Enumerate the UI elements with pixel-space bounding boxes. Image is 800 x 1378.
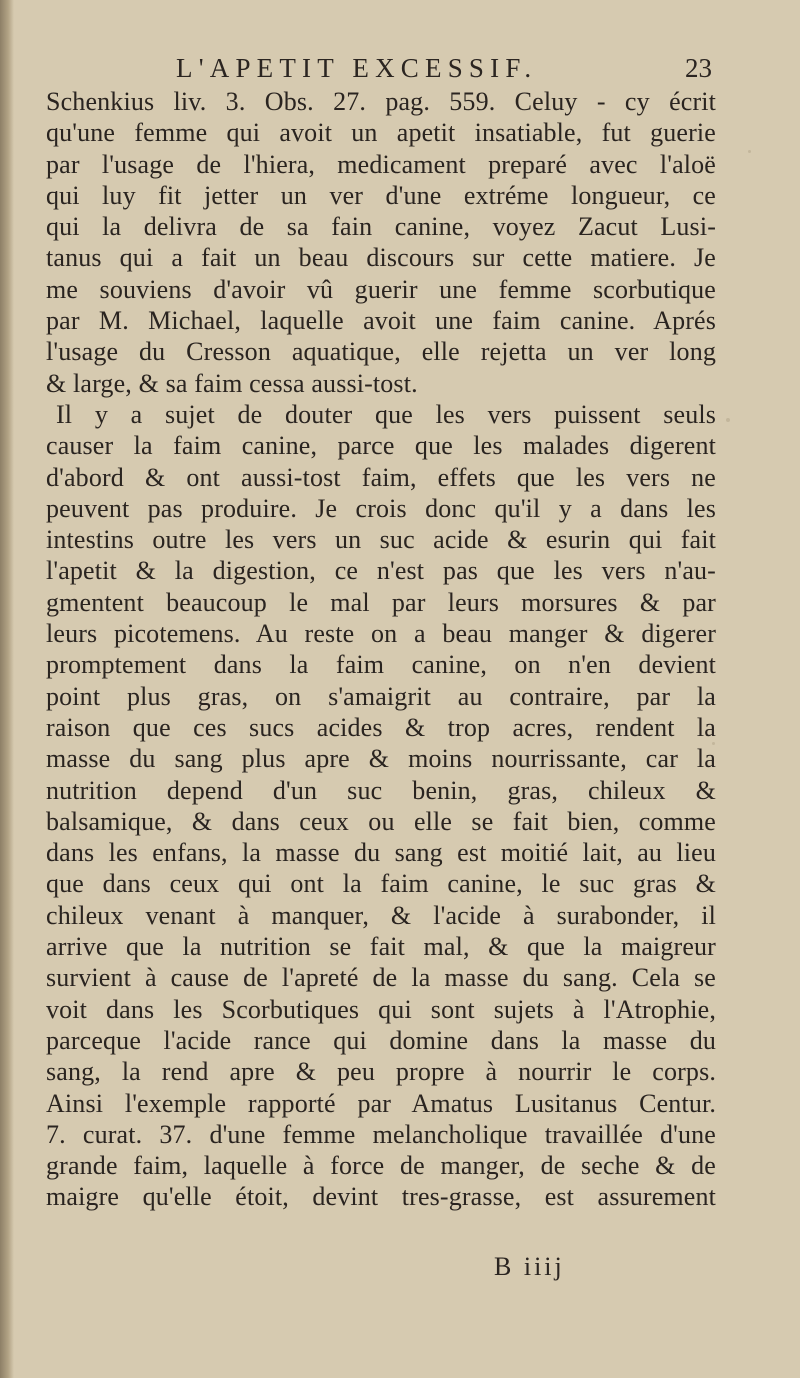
paper-speck [726, 418, 730, 422]
text-line: sang, la rend apre & peu propre à nourrir le corps. [46, 1057, 716, 1087]
text-line: survient à cause de l'apreté de la masse du sang. Cela se [46, 963, 716, 993]
text-line: balsamique, & dans ceux ou elle se fait bien, comme [46, 806, 716, 836]
page-header [176, 48, 736, 88]
text-line: 7. curat. 37. d'une femme melancholique travaillée d'une [46, 1119, 716, 1149]
text-line: nutrition depend d'un suc benin, gras, chileux & [46, 775, 716, 805]
text-line: grande faim, laquelle à force de manger, de seche & de [46, 1151, 716, 1181]
signature-mark: B iiij [494, 1252, 565, 1281]
text-line: promptement dans la faim canine, on n'en devient [46, 650, 716, 680]
text-line: arrive que la nutrition se fait mal, & que la maigreur [46, 932, 716, 962]
text-line: point plus gras, on s'amaigrit au contraire, par la [46, 681, 716, 711]
text-line: chileux venant à manquer, & l'acide à surabonder, il [46, 900, 716, 930]
text-line: par M. Michael, laquelle avoit une faim canine. Aprés [46, 306, 716, 336]
text-line: gmentent beaucoup le mal par leurs morsures & par [46, 587, 716, 617]
text-line: leurs picotemens. Au reste on a beau manger & digerer [46, 619, 716, 649]
text-line: que dans ceux qui ont la faim canine, le suc gras & [46, 869, 716, 899]
text-line: masse du sang plus apre & moins nourrissante, car la [46, 744, 716, 774]
text-line: raison que ces sucs acides & trop acres, rendent la [46, 712, 716, 742]
text-line: par l'usage de l'hiera, medicament preparé avec l'aloë [46, 149, 716, 179]
text-line: voit dans les Scorbutiques qui sont sujets à l'Atrophie, [46, 994, 716, 1024]
text-line: d'abord & ont aussi-tost faim, effets que les vers ne [46, 462, 716, 492]
text-line: me souviens d'avoir vû guerir une femme scorbutique [46, 274, 716, 304]
text-line: parceque l'acide rance qui domine dans la masse du [46, 1025, 716, 1055]
text-line: Il y a sujet de douter que les vers puissent seuls [56, 399, 716, 429]
text-line: tanus qui a fait un beau discours sur cette matiere. Je [46, 243, 716, 273]
text-line: & large, & sa faim cessa aussi-tost. [46, 368, 418, 398]
running-title: L'APETIT EXCESSIF. [176, 53, 538, 83]
page-gutter-shadow [0, 0, 14, 1378]
text-line: qu'une femme qui avoit un apetit insatiable, fut guerie [46, 118, 716, 148]
text-line: Ainsi l'exemple rapporté par Amatus Lusitanus Centur. [46, 1088, 716, 1118]
text-line: qui luy fit jetter un ver d'une extréme longueur, ce [46, 180, 716, 210]
text-line: l'usage du Cresson aquatique, elle rejetta un ver long [46, 337, 716, 367]
page-body-text [46, 86, 716, 1213]
text-line: qui la delivra de sa fain canine, voyez Zacut Lusi- [46, 212, 716, 242]
text-line: causer la faim canine, parce que les malades digerent [46, 431, 716, 461]
text-line: maigre qu'elle étoit, devint tres-grasse, est assurement [46, 1182, 716, 1212]
text-line: peuvent pas produire. Je crois donc qu'il y a dans les [46, 493, 716, 523]
paper-speck [748, 150, 751, 153]
text-line: Schenkius liv. 3. Obs. 27. pag. 559. Celuy - cy écrit [46, 87, 716, 116]
text-line: intestins outre les vers un suc acide & esurin qui fait [46, 525, 716, 555]
text-line: dans les enfans, la masse du sang est moitié lait, au lieu [46, 838, 716, 868]
text-line: l'apetit & la digestion, ce n'est pas que les vers n'au- [46, 556, 716, 586]
page-number: 23 [685, 53, 712, 83]
